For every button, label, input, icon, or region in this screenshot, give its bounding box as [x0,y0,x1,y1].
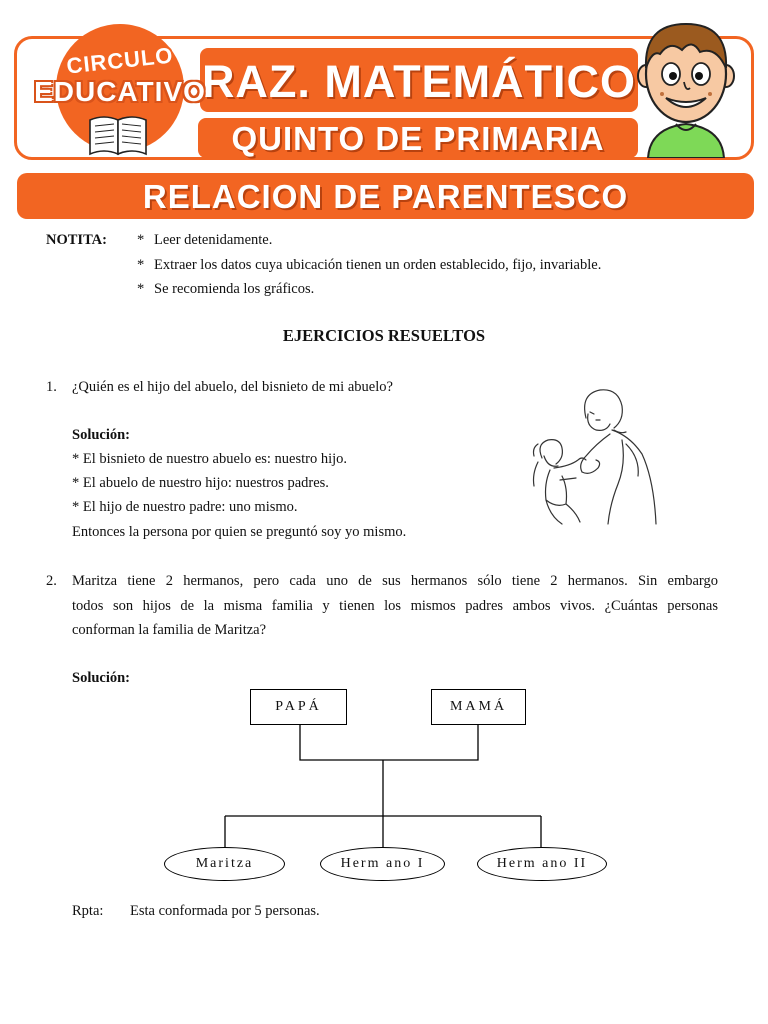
notes-bullet: * [137,281,145,297]
exercise1-number: 1. [46,379,57,395]
notes-label: NOTITA: [46,232,107,248]
cartoon-boy-icon [636,12,736,158]
exercise2-question-line: conforman la familia de Maritza? [72,622,267,638]
tree-node-father: PAPÁ [250,689,347,725]
exercise1-conclusion: Entonces la persona por quien se preguntó soy yo mismo. [72,524,407,540]
exercise1-step: * El hijo de nuestro padre: uno mismo. [72,499,298,515]
exercise1-step: * El bisnieto de nuestro abuelo es: nuestro hijo. [72,451,348,467]
open-book-icon [86,110,150,160]
header-subtitle: QUINTO DE PRIMARIA [231,120,605,157]
exercise1-solution-label: Solución: [72,427,131,443]
answer-label: Rpta: [72,903,104,919]
tree-node-brother-1: Herm ano I [320,847,445,881]
exercise2-question-line: todos son hijos de la misma familia y tienen los mismos padres ambos vivos. ¿Cuántas personas [72,598,718,614]
topic-banner: RELACION DE PARENTESCO [17,173,754,219]
exercise1-question: ¿Quién es el hijo del abuelo, del bisnieto de mi abuelo? [72,379,393,395]
notes-item: Se recomienda los gráficos. [154,281,315,297]
tree-node-brother-2: Herm ano II [477,847,607,881]
notes-item: Extraer los datos cuya ubicación tienen un orden establecido, fijo, invariable. [154,257,602,273]
notes-bullet: * [137,257,145,273]
section-title: EJERCICIOS RESUELTOS [282,326,486,345]
notes-bullet: * [137,232,145,248]
tree-node-maritza: Maritza [164,847,285,881]
exercise1-step: * El abuelo de nuestro hijo: nuestros padres. [72,475,329,491]
tree-node-mother: MAMÁ [431,689,526,725]
header-title: RAZ. MATEMÁTICO [201,56,637,107]
logo-text-educativo: EDUCATIVO [34,76,206,107]
notes-item: Leer detenidamente. [154,232,273,248]
exercise2-solution-label: Solución: [72,670,131,686]
exercise2-question-line: Maritza tiene 2 hermanos, pero cada uno de sus hermanos sólo tiene 2 hermanos. Sin embargo [72,573,718,589]
parent-child-illustration [526,384,674,528]
logo-text-circulo: CIRCULO [65,42,175,79]
answer-text: Esta conformada por 5 personas. [130,903,320,919]
exercise2-number: 2. [46,573,57,589]
